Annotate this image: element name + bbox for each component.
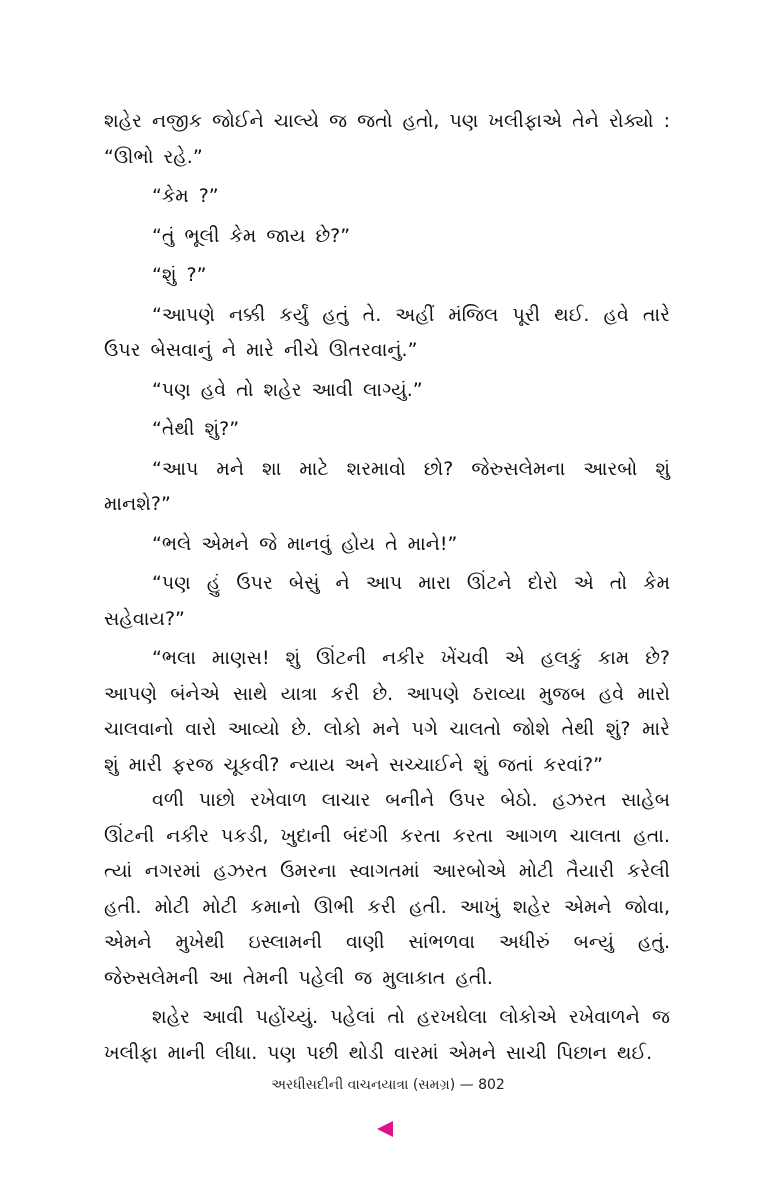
paragraph-12: વળી પાછો રખેવાળ લાચાર બનીને ઉપર બેઠો. હઝરત સાહેબ ઊંટની નકીર પકડી, ખુદાની બંદગી કરતા કરતા આગળ ચાલતા હતા. ત્યાં નગરમાં હઝરત ઉમરના સ્વાગતમાં આરબોએ મોટી તૈયારી કરેલી હતી. મોટી મોટી કમાનો ઊભી કરી હતી. આખું શહેર એમને જોવા, એમને મુખેથી ઇસ્લામની વાણી સાંભળવા અધીરું બન્યું હતું. જેરુસલેમની આ તેમની પહેલી જ મુલાકાત હતી. — [104, 789, 670, 989]
paragraph-8: “આપ મને શા માટે શરમાવો છો? જેરુસલેમના આરબો શું માનશે?” — [104, 457, 670, 515]
paragraph-9: “ભલે એમને જે માનવું હોય તે માને!” — [152, 532, 458, 555]
paragraph-6: “પણ હવે તો શહેર આવી લાગ્યું.” — [152, 378, 423, 401]
paragraph-4: “શું ?” — [152, 264, 207, 286]
page-footer: અરધીસદીની વાચનયાત્રા (સમગ્ર) — 802 — [271, 1077, 505, 1093]
paragraph-10: “પણ હું ઉપર બેસું ને આપ મારા ઊંટને દોરો એ તો કેમ સહેવાય?” — [104, 572, 670, 630]
paragraph-1: શહેર નજીક જોઈને ચાલ્યે જ જતો હતો, પણ ખલીફાએ તેને રોક્યો : “ઊભો રહે.” — [104, 110, 670, 168]
paragraph-13: શહેર આવી પહોંચ્યું. પહેલાં તો હરખઘેલા લોકોએ રખેવાળને જ ખલીફા માની લીધા. પણ પછી થોડી વારમાં એમને સાચી પિછાન થઈ. — [104, 1006, 670, 1064]
paragraph-3: “તું ભૂલી કેમ જાય છે?” — [152, 224, 351, 247]
paragraph-11: “ભલા માણસ! શું ઊંટની નકીર ખેંચવી એ હલકું કામ છે? આપણે બંનેએ સાથે યાત્રા કરી છે. આપણે ઠરાવ્યા મુજબ હવે મારો ચાલવાનો વારો આવ્યો છે. લોકો મને પગે ચાલતો જોશે તેથી શું? મારે શું મારી ફરજ ચૂકવી? ન્યાય અને સચ્ચાઈને શું જતાં કરવાં?” — [104, 647, 670, 776]
paragraph-5: “આપણે નક્કી કર્યું હતું તે. અહીં મંજિલ પૂરી થઈ. હવે તારે ઉપર બેસવાનું ને મારે નીચે ઊતરવાનું.” — [104, 303, 670, 361]
page-body — [104, 104, 670, 1071]
paragraph-7: “તેથી શું?” — [152, 418, 240, 440]
paragraph-2: “કેમ ?” — [152, 185, 219, 207]
previous-page-icon[interactable] — [377, 1121, 393, 1137]
